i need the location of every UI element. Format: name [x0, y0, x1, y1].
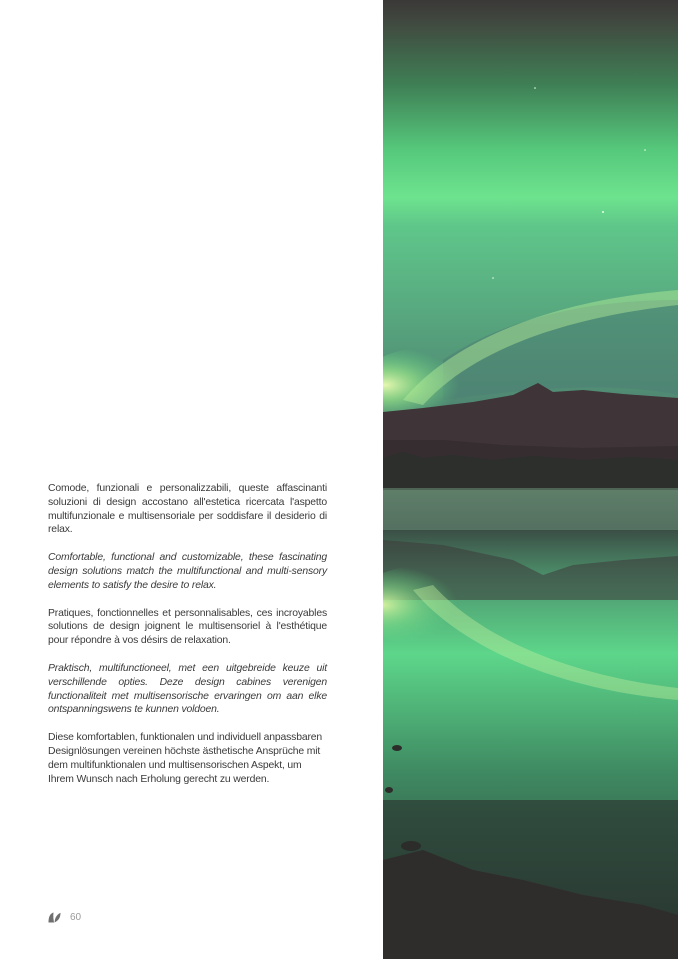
brand-logo-icon [48, 912, 61, 923]
paragraph-english: Comfortable, functional and customizable, these fascinating design solutions match the multifunctional and multi-sensory elements to satisfy the desire to relax. [48, 552, 327, 591]
aurora-over-lake-photo [383, 0, 678, 959]
paragraph-dutch: Praktisch, multifunctioneel, met een uitgebreide keuze uit verschillende opties. Deze design cabines verenigen functionaliteit met multisensorische ervaringen om aan elke ontspanningswens te kunnen voldoen. [48, 662, 327, 716]
page-number: 60 [70, 912, 82, 923]
paragraph-german: Diese komfortablen, funktionalen und individuell anpassbaren Designlösungen vereinen höchste ästhetische Ansprüche mit dem multifunktionalen und multisensorischen Aspekt, um Ihrem Wunsch nach Erholung gerecht zu werden. [48, 732, 323, 785]
body-text-column [48, 482, 327, 800]
paragraph-french: Pratiques, fonctionnelles et personnalisables, ces incroyables solutions de design joignent le multisensoriel à l'esthétique pour répondre à vos désirs de relaxation. [48, 607, 327, 647]
page-footer [48, 912, 81, 923]
paragraph-italian: Comode, funzionali e personalizzabili, queste affascinanti soluzioni di design accostano all'estetica ricercata l'aspetto multifunzionale e multisensoriale per soddisfare il desiderio di relax. [48, 483, 327, 536]
